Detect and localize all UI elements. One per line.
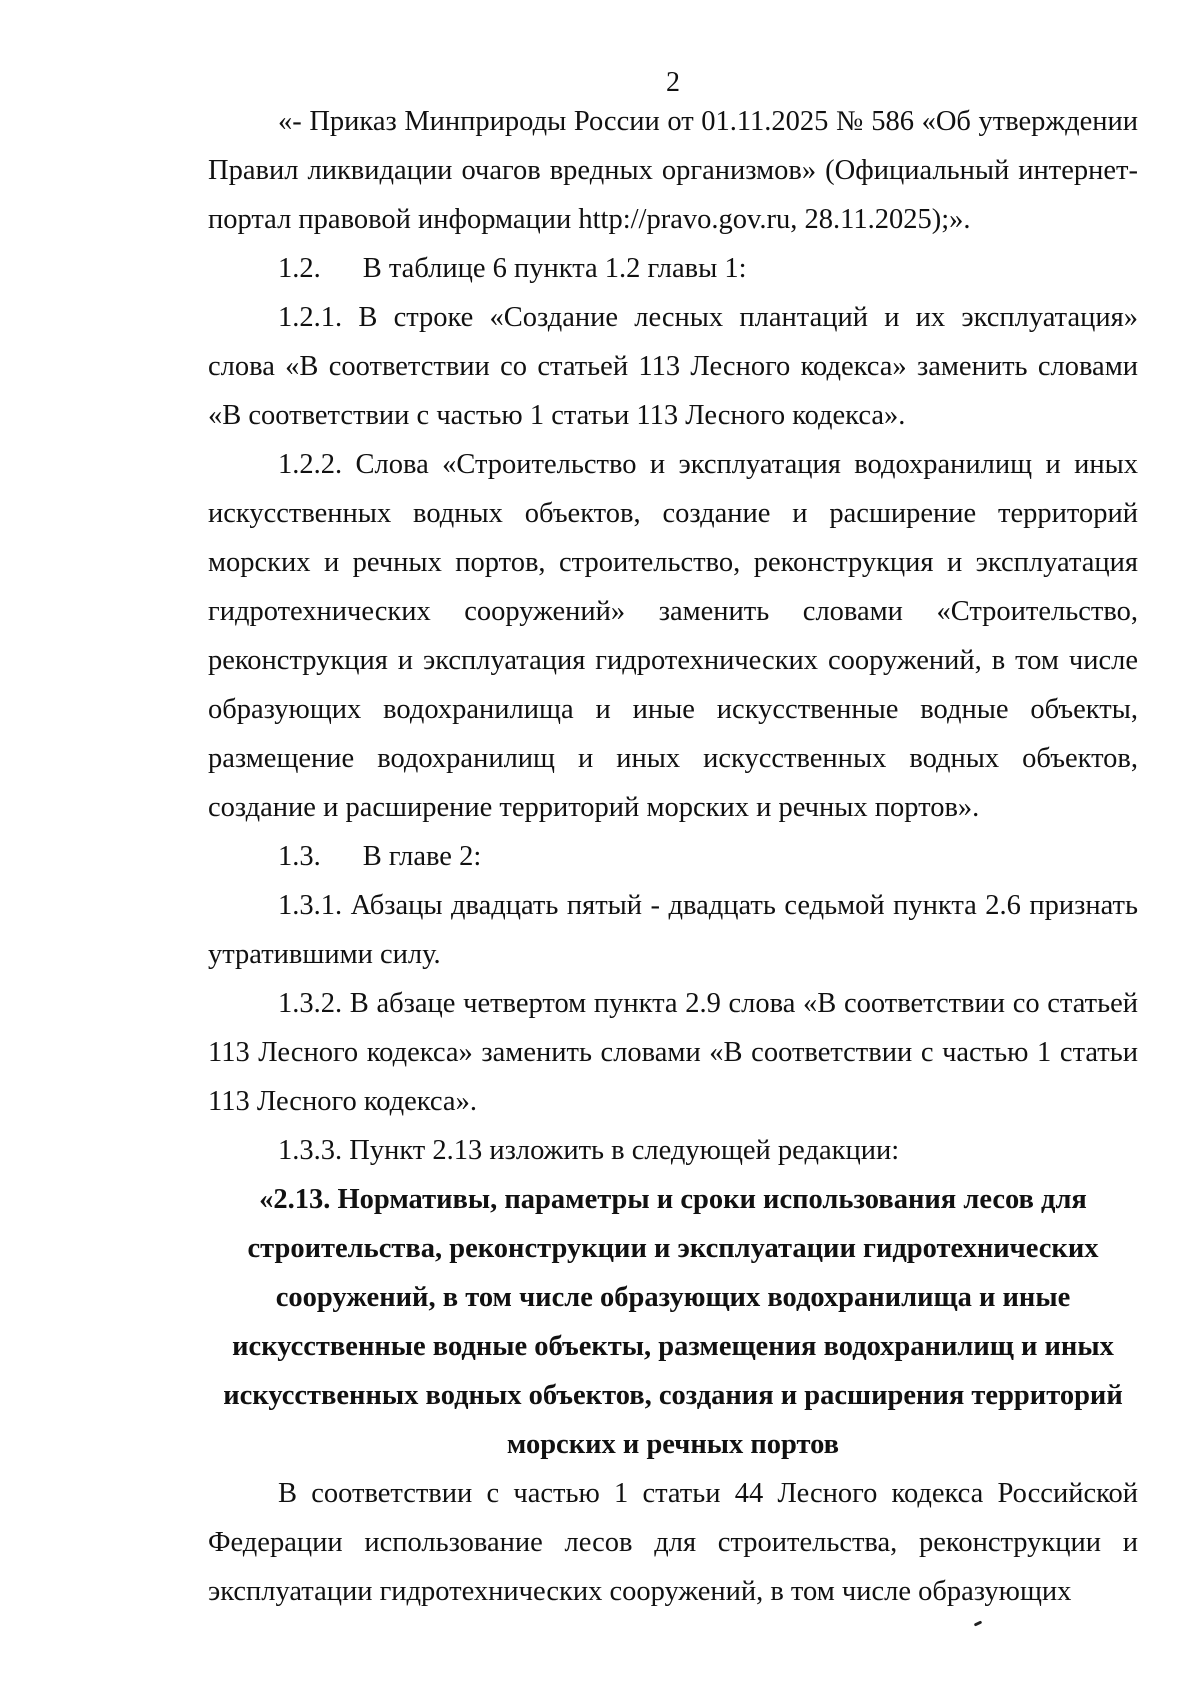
paragraph-1-3-2: 1.3.2. В абзаце четвертом пункта 2.9 слова «В соответствии со статьей 113 Лесного кодекса» заменить словами «В соответствии с частью 1 статьи 113 Лесного кодекса». — [208, 988, 1138, 1117]
heading-line: строительства, реконструкции и эксплуатации гидротехнических — [247, 1233, 1099, 1264]
clause-text: В главе 2: — [362, 841, 482, 872]
heading-line: сооружений, в том числе образующих водохранилища и иные — [275, 1282, 1071, 1313]
clause-text: В таблице 6 пункта 1.2 главы 1: — [362, 253, 747, 284]
section-heading — [208, 1175, 1138, 1469]
paragraph-1-3-1: 1.3.1. Абзацы двадцать пятый - двадцать седьмой пункта 2.6 признать утратившими силу. — [208, 890, 1138, 970]
paragraph-1-3-3: 1.3.3. Пункт 2.13 изложить в следующей редакции: — [278, 1135, 900, 1166]
paragraph-order-reference: «- Приказ Минприроды России от 01.11.2025 № 586 «Об утверждении Правил ликвидации очагов вредных организмов» (Официальный интернет-портал правовой информации http://pravo.gov.ru, 28.11.2025);». — [208, 106, 1138, 235]
heading-line: искусственных водных объектов, создания и расширения территорий — [223, 1380, 1123, 1411]
heading-line: искусственные водные объекты, размещения водохранилищ и иных — [232, 1331, 1114, 1362]
heading-line: морских и речных портов — [506, 1429, 840, 1460]
clause-number: 1.3. — [278, 841, 321, 872]
page-number: 2 — [666, 67, 680, 98]
paragraph-1-3 — [208, 832, 1138, 881]
scan-mark — [974, 1620, 983, 1626]
paragraph-1-2-1: 1.2.1. В строке «Создание лесных плантаций и их эксплуатация» слова «В соответствии со статьей 113 Лесного кодекса» заменить словами «В соответствии с частью 1 статьи 113 Лесного кодекса». — [208, 302, 1138, 431]
paragraph-1-2 — [208, 244, 1138, 293]
document-body — [208, 97, 1138, 1616]
paragraph-1-2-2: 1.2.2. Слова «Строительство и эксплуатация водохранилищ и иных искусственных водных объектов, создание и расширение территорий морских и речных портов, строительство, реконструкция и эксплуатация гидротехнических сооружений» заменить словами «Строительство, реконструкция и эксплуатация гидротехнических сооружений, в том числе образующих водохранилища и иные искусственные водные объекты, размещение водохранилищ и иных искусственных водных объектов, создание и расширение территорий морских и речных портов». — [208, 449, 1138, 823]
paragraph-final: В соответствии с частью 1 статьи 44 Лесного кодекса Российской Федерации использование лесов для строительства, реконструкции и эксплуатации гидротехнических сооружений, в том числе образующих — [208, 1478, 1138, 1607]
heading-line: «2.13. Нормативы, параметры и сроки использования лесов для — [259, 1184, 1087, 1215]
clause-number: 1.2. — [278, 253, 321, 284]
